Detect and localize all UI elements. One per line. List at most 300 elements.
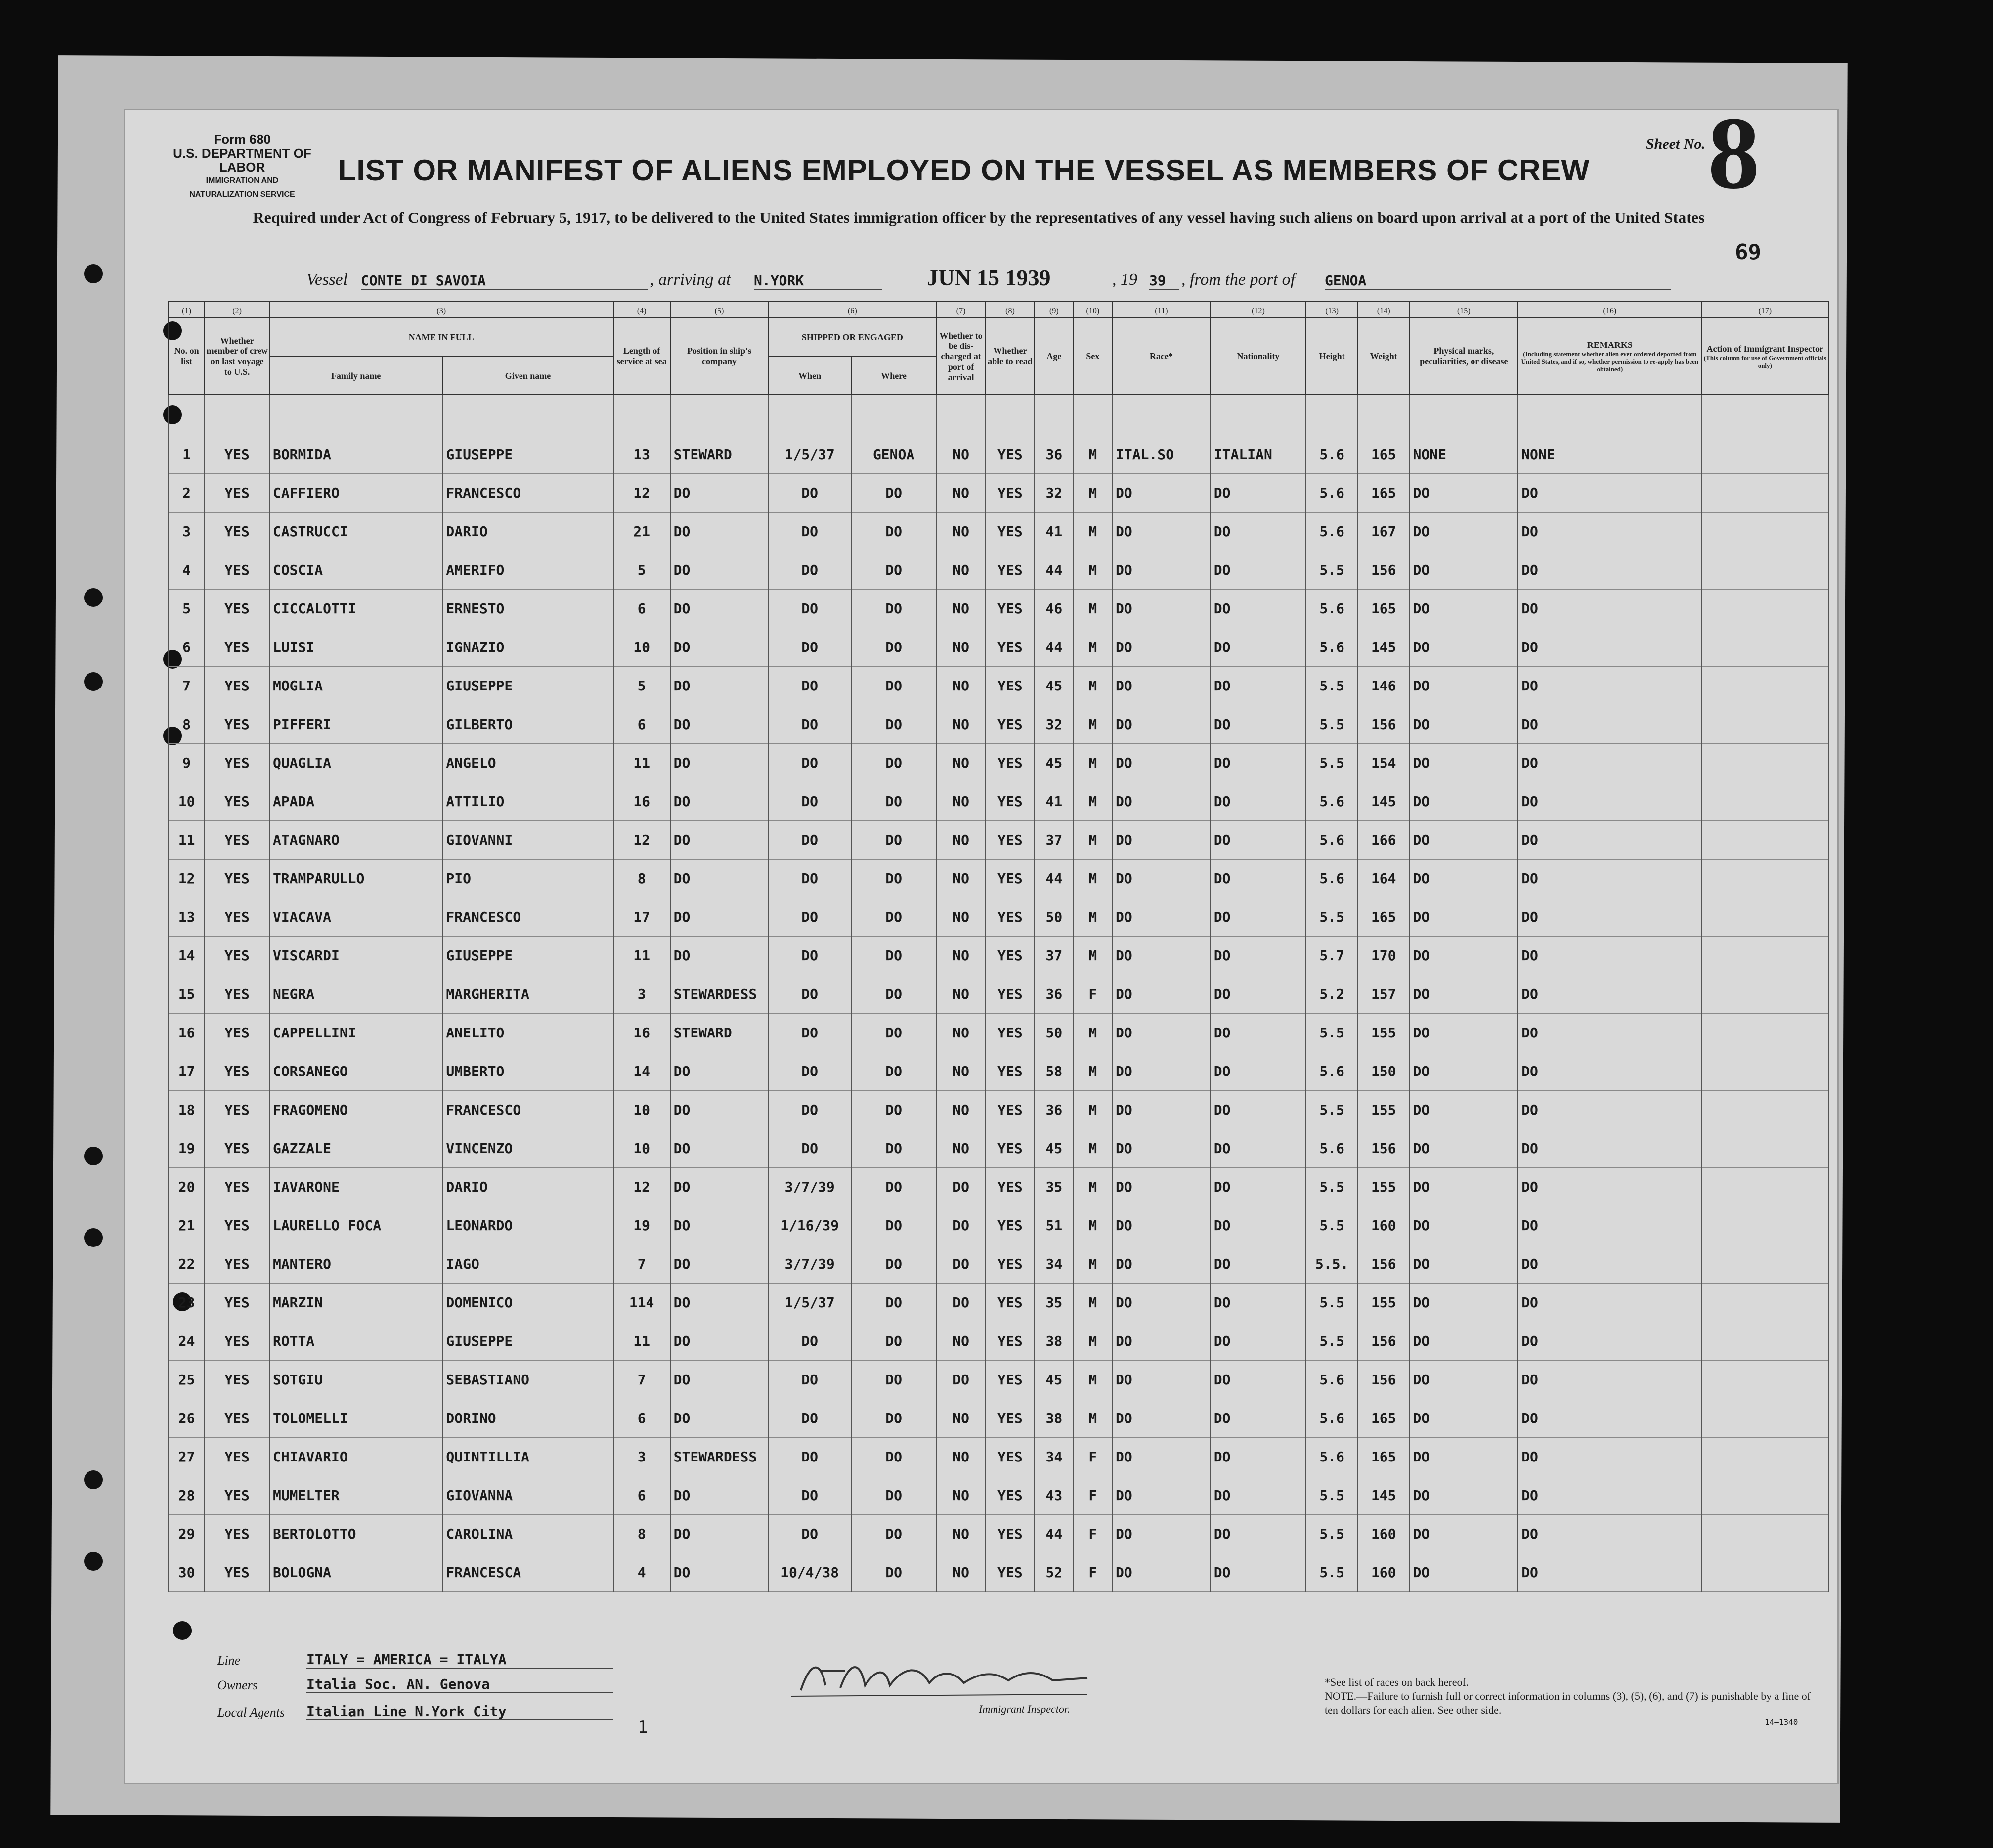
table-row bbox=[169, 513, 1828, 551]
nationality: DO bbox=[1211, 705, 1306, 744]
discharged: NO bbox=[936, 1553, 985, 1592]
discharged: DO bbox=[936, 1206, 985, 1245]
ship-position: DO bbox=[670, 1553, 769, 1592]
discharged: DO bbox=[936, 1245, 985, 1284]
inspector-action bbox=[1702, 1476, 1828, 1515]
race: DO bbox=[1112, 1553, 1211, 1592]
remarks: DO bbox=[1518, 551, 1701, 590]
last-voyage: YES bbox=[205, 1515, 269, 1553]
from-port-label: , from the port of bbox=[1181, 270, 1296, 289]
given-name: CAROLINA bbox=[442, 1515, 613, 1553]
age: 50 bbox=[1035, 1014, 1073, 1052]
able-to-read: YES bbox=[986, 937, 1035, 975]
inspector-action bbox=[1702, 744, 1828, 782]
arrival-date-stamp: JUN 15 1939 bbox=[927, 265, 1051, 290]
inspector-action bbox=[1702, 474, 1828, 513]
able-to-read: YES bbox=[986, 1129, 1035, 1168]
vessel-label: Vessel bbox=[306, 270, 348, 289]
age: 34 bbox=[1035, 1438, 1073, 1476]
given-name: VINCENZO bbox=[442, 1129, 613, 1168]
last-voyage: YES bbox=[205, 1284, 269, 1322]
age: 34 bbox=[1035, 1245, 1073, 1284]
weight: 160 bbox=[1358, 1206, 1410, 1245]
remarks: DO bbox=[1518, 705, 1701, 744]
weight: 167 bbox=[1358, 513, 1410, 551]
height: 5.6 bbox=[1306, 590, 1358, 628]
physical-marks: DO bbox=[1410, 1245, 1518, 1284]
row-number: 25 bbox=[169, 1361, 205, 1399]
physical-marks: DO bbox=[1410, 1438, 1518, 1476]
header-able-to-read: Whether able to read bbox=[986, 318, 1035, 395]
col-number: (1) bbox=[169, 302, 205, 318]
remarks: DO bbox=[1518, 590, 1701, 628]
stray-mark: 1 bbox=[638, 1718, 648, 1737]
family-name: TOLOMELLI bbox=[269, 1399, 442, 1438]
shipped-when: DO bbox=[768, 513, 851, 551]
table-row bbox=[169, 1245, 1828, 1284]
physical-marks: DO bbox=[1410, 821, 1518, 860]
col-number: (13) bbox=[1306, 302, 1358, 318]
family-name: CICCALOTTI bbox=[269, 590, 442, 628]
header-remarks bbox=[1518, 318, 1701, 395]
weight: 160 bbox=[1358, 1553, 1410, 1592]
physical-marks: DO bbox=[1410, 1091, 1518, 1129]
binder-hole-icon bbox=[84, 588, 103, 607]
header-action bbox=[1702, 318, 1828, 395]
table-row bbox=[169, 628, 1828, 667]
remarks: DO bbox=[1518, 1438, 1701, 1476]
shipped-where: DO bbox=[851, 1168, 937, 1206]
service-length: 10 bbox=[613, 1091, 670, 1129]
row-number: 18 bbox=[169, 1091, 205, 1129]
discharged: NO bbox=[936, 975, 985, 1014]
age: 46 bbox=[1035, 590, 1073, 628]
height: 5.5 bbox=[1306, 898, 1358, 937]
family-name: CAPPELLINI bbox=[269, 1014, 442, 1052]
sex: M bbox=[1074, 821, 1112, 860]
remarks-heading: REMARKS bbox=[1587, 340, 1633, 350]
table-row bbox=[169, 1052, 1828, 1091]
weight: 170 bbox=[1358, 937, 1410, 975]
given-name: SEBASTIANO bbox=[442, 1361, 613, 1399]
discharged: NO bbox=[936, 1091, 985, 1129]
service-length: 12 bbox=[613, 1168, 670, 1206]
sex: M bbox=[1074, 1129, 1112, 1168]
height: 5.5 bbox=[1306, 1284, 1358, 1322]
shipped-when: DO bbox=[768, 1129, 851, 1168]
shipped-when: DO bbox=[768, 937, 851, 975]
sex: M bbox=[1074, 474, 1112, 513]
given-name: FRANCESCO bbox=[442, 898, 613, 937]
age: 38 bbox=[1035, 1322, 1073, 1361]
inspector-action bbox=[1702, 1553, 1828, 1592]
physical-marks: DO bbox=[1410, 782, 1518, 821]
weight: 150 bbox=[1358, 1052, 1410, 1091]
shipped-where: DO bbox=[851, 860, 937, 898]
given-name: FRANCESCO bbox=[442, 474, 613, 513]
race: DO bbox=[1112, 474, 1211, 513]
weight: 156 bbox=[1358, 1245, 1410, 1284]
race: DO bbox=[1112, 744, 1211, 782]
shipped-when: DO bbox=[768, 1014, 851, 1052]
discharged: NO bbox=[936, 1476, 985, 1515]
page-title: LIST OR MANIFEST OF ALIENS EMPLOYED ON THE VESSEL AS MEMBERS OF CREW bbox=[338, 154, 1590, 187]
given-name: GIUSEPPE bbox=[442, 667, 613, 705]
agents-value: Italian Line N.York City bbox=[306, 1703, 613, 1720]
col-number: (6) bbox=[768, 302, 936, 318]
discharged: NO bbox=[936, 1322, 985, 1361]
sex: M bbox=[1074, 551, 1112, 590]
nationality: DO bbox=[1211, 1361, 1306, 1399]
shipped-when: DO bbox=[768, 667, 851, 705]
inspector-action bbox=[1702, 590, 1828, 628]
ship-position: DO bbox=[670, 1476, 769, 1515]
weight: 155 bbox=[1358, 1168, 1410, 1206]
discharged: NO bbox=[936, 1129, 985, 1168]
row-number: 20 bbox=[169, 1168, 205, 1206]
ship-position: DO bbox=[670, 590, 769, 628]
family-name: BERTOLOTTO bbox=[269, 1515, 442, 1553]
col-number: (17) bbox=[1702, 302, 1828, 318]
inspector-action bbox=[1702, 1399, 1828, 1438]
physical-marks: DO bbox=[1410, 474, 1518, 513]
age: 38 bbox=[1035, 1399, 1073, 1438]
table-row bbox=[169, 1091, 1828, 1129]
form-code: 14—1340 bbox=[1765, 1718, 1798, 1727]
remarks: DO bbox=[1518, 1052, 1701, 1091]
discharged: NO bbox=[936, 667, 985, 705]
shipped-when: DO bbox=[768, 744, 851, 782]
service-length: 14 bbox=[613, 1052, 670, 1091]
remarks: DO bbox=[1518, 1553, 1701, 1592]
weight: 165 bbox=[1358, 898, 1410, 937]
shipped-when: DO bbox=[768, 551, 851, 590]
header-family-name: Family name bbox=[269, 356, 442, 395]
page-number: 69 bbox=[1735, 240, 1761, 265]
given-name: MARGHERITA bbox=[442, 975, 613, 1014]
shipped-where: DO bbox=[851, 705, 937, 744]
col-number: (14) bbox=[1358, 302, 1410, 318]
shipped-when: DO bbox=[768, 898, 851, 937]
table-row bbox=[169, 1284, 1828, 1322]
height: 5.6 bbox=[1306, 435, 1358, 474]
ship-position: DO bbox=[670, 1322, 769, 1361]
able-to-read: YES bbox=[986, 1284, 1035, 1322]
shipped-where: DO bbox=[851, 1553, 937, 1592]
last-voyage: YES bbox=[205, 1168, 269, 1206]
last-voyage: YES bbox=[205, 1052, 269, 1091]
service-length: 11 bbox=[613, 744, 670, 782]
table-row bbox=[169, 898, 1828, 937]
family-name: VISCARDI bbox=[269, 937, 442, 975]
able-to-read: YES bbox=[986, 551, 1035, 590]
family-name: LAURELLO FOCA bbox=[269, 1206, 442, 1245]
shipped-when: DO bbox=[768, 782, 851, 821]
physical-marks: DO bbox=[1410, 628, 1518, 667]
physical-marks: DO bbox=[1410, 1284, 1518, 1322]
weight: 146 bbox=[1358, 667, 1410, 705]
remarks: NONE bbox=[1518, 435, 1701, 474]
last-voyage: YES bbox=[205, 551, 269, 590]
age: 36 bbox=[1035, 975, 1073, 1014]
remarks: DO bbox=[1518, 1168, 1701, 1206]
year-label: , 19 bbox=[1112, 270, 1137, 289]
shipped-where: DO bbox=[851, 782, 937, 821]
header-physical-marks: Physical marks, peculiarities, or disease bbox=[1410, 318, 1518, 395]
age: 45 bbox=[1035, 744, 1073, 782]
sex: M bbox=[1074, 1014, 1112, 1052]
last-voyage: YES bbox=[205, 937, 269, 975]
page-subtitle: Required under Act of Congress of February 5, 1917, to be delivered to the United States immigration officer by the representatives of any vessel having such aliens on board upon arrival at a port of the United States bbox=[253, 209, 1705, 226]
race: DO bbox=[1112, 1168, 1211, 1206]
able-to-read: YES bbox=[986, 744, 1035, 782]
binder-hole-icon bbox=[84, 1147, 103, 1165]
service-length: 5 bbox=[613, 667, 670, 705]
given-name: DARIO bbox=[442, 1168, 613, 1206]
shipped-where: DO bbox=[851, 1245, 937, 1284]
last-voyage: YES bbox=[205, 590, 269, 628]
weight: 156 bbox=[1358, 705, 1410, 744]
discharged: NO bbox=[936, 1438, 985, 1476]
family-name: VIACAVA bbox=[269, 898, 442, 937]
inspector-action bbox=[1702, 1322, 1828, 1361]
physical-marks: DO bbox=[1410, 590, 1518, 628]
discharged: NO bbox=[936, 628, 985, 667]
physical-marks: DO bbox=[1410, 1361, 1518, 1399]
able-to-read: YES bbox=[986, 1515, 1035, 1553]
remarks: DO bbox=[1518, 975, 1701, 1014]
last-voyage: YES bbox=[205, 667, 269, 705]
nationality: DO bbox=[1211, 1284, 1306, 1322]
sex: F bbox=[1074, 1438, 1112, 1476]
sex: M bbox=[1074, 937, 1112, 975]
ship-position: DO bbox=[670, 860, 769, 898]
inspector-action bbox=[1702, 628, 1828, 667]
physical-marks: DO bbox=[1410, 1476, 1518, 1515]
race: DO bbox=[1112, 975, 1211, 1014]
header-shipped-engaged: SHIPPED OR ENGAGED bbox=[768, 318, 936, 356]
race: DO bbox=[1112, 1476, 1211, 1515]
department-name: U.S. DEPARTMENT OF LABOR bbox=[173, 146, 311, 174]
sex: M bbox=[1074, 435, 1112, 474]
header-height: Height bbox=[1306, 318, 1358, 395]
discharged: DO bbox=[936, 1284, 985, 1322]
row-number: 2 bbox=[169, 474, 205, 513]
able-to-read: YES bbox=[986, 1014, 1035, 1052]
table-row bbox=[169, 705, 1828, 744]
family-name: PIFFERI bbox=[269, 705, 442, 744]
weight: 166 bbox=[1358, 821, 1410, 860]
nationality: DO bbox=[1211, 628, 1306, 667]
height: 5.6 bbox=[1306, 628, 1358, 667]
row-number: 30 bbox=[169, 1553, 205, 1592]
service-length: 7 bbox=[613, 1361, 670, 1399]
inspector-action bbox=[1702, 1129, 1828, 1168]
header-no-on-list: No. on list bbox=[169, 318, 205, 395]
row-number: 23 bbox=[169, 1284, 205, 1322]
ship-position: DO bbox=[670, 1361, 769, 1399]
discharged: NO bbox=[936, 551, 985, 590]
header-where: Where bbox=[851, 356, 937, 395]
inspector-action bbox=[1702, 1206, 1828, 1245]
nationality: DO bbox=[1211, 1245, 1306, 1284]
age: 44 bbox=[1035, 860, 1073, 898]
ship-position: STEWARD bbox=[670, 435, 769, 474]
line-label: Line bbox=[217, 1653, 241, 1668]
sex: M bbox=[1074, 1052, 1112, 1091]
nationality: DO bbox=[1211, 667, 1306, 705]
col-number: (3) bbox=[269, 302, 613, 318]
row-number: 14 bbox=[169, 937, 205, 975]
sex: M bbox=[1074, 782, 1112, 821]
inspector-action bbox=[1702, 1245, 1828, 1284]
last-voyage: YES bbox=[205, 435, 269, 474]
remarks: DO bbox=[1518, 1399, 1701, 1438]
sex: M bbox=[1074, 1399, 1112, 1438]
weight: 165 bbox=[1358, 1399, 1410, 1438]
table-row bbox=[169, 975, 1828, 1014]
nationality: DO bbox=[1211, 1052, 1306, 1091]
able-to-read: YES bbox=[986, 474, 1035, 513]
weight: 155 bbox=[1358, 1091, 1410, 1129]
sex: F bbox=[1074, 975, 1112, 1014]
blank-row bbox=[169, 395, 1828, 435]
shipped-where: DO bbox=[851, 551, 937, 590]
able-to-read: YES bbox=[986, 1438, 1035, 1476]
race: DO bbox=[1112, 1206, 1211, 1245]
inspector-label: Immigrant Inspector. bbox=[979, 1703, 1070, 1715]
col-number: (15) bbox=[1410, 302, 1518, 318]
family-name: CASTRUCCI bbox=[269, 513, 442, 551]
weight: 156 bbox=[1358, 1322, 1410, 1361]
sex: F bbox=[1074, 1553, 1112, 1592]
inspector-action bbox=[1702, 898, 1828, 937]
row-number: 13 bbox=[169, 898, 205, 937]
shipped-where: DO bbox=[851, 628, 937, 667]
shipped-when: 1/5/37 bbox=[768, 1284, 851, 1322]
inspector-action bbox=[1702, 551, 1828, 590]
physical-marks: DO bbox=[1410, 551, 1518, 590]
inspector-action bbox=[1702, 1361, 1828, 1399]
service-length: 12 bbox=[613, 474, 670, 513]
row-number: 17 bbox=[169, 1052, 205, 1091]
physical-marks: DO bbox=[1410, 1515, 1518, 1553]
physical-marks: DO bbox=[1410, 1206, 1518, 1245]
physical-marks: DO bbox=[1410, 1129, 1518, 1168]
nationality: DO bbox=[1211, 590, 1306, 628]
able-to-read: YES bbox=[986, 782, 1035, 821]
nationality: DO bbox=[1211, 1168, 1306, 1206]
col-number: (4) bbox=[613, 302, 670, 318]
inspector-action bbox=[1702, 975, 1828, 1014]
able-to-read: YES bbox=[986, 975, 1035, 1014]
height: 5.6 bbox=[1306, 1438, 1358, 1476]
weight: 155 bbox=[1358, 1284, 1410, 1322]
row-number: 8 bbox=[169, 705, 205, 744]
shipped-when: DO bbox=[768, 860, 851, 898]
given-name: GIUSEPPE bbox=[442, 435, 613, 474]
remarks: DO bbox=[1518, 860, 1701, 898]
service-length: 5 bbox=[613, 551, 670, 590]
header-sex: Sex bbox=[1074, 318, 1112, 395]
race: DO bbox=[1112, 1438, 1211, 1476]
service-length: 3 bbox=[613, 975, 670, 1014]
discharged: NO bbox=[936, 821, 985, 860]
race: DO bbox=[1112, 898, 1211, 937]
table-row bbox=[169, 1168, 1828, 1206]
remarks: DO bbox=[1518, 744, 1701, 782]
height: 5.5 bbox=[1306, 1014, 1358, 1052]
height: 5.5 bbox=[1306, 1322, 1358, 1361]
age: 35 bbox=[1035, 1284, 1073, 1322]
service-length: 8 bbox=[613, 1515, 670, 1553]
family-name: QUAGLIA bbox=[269, 744, 442, 782]
inspector-action bbox=[1702, 1052, 1828, 1091]
col-number: (8) bbox=[986, 302, 1035, 318]
row-number: 29 bbox=[169, 1515, 205, 1553]
shipped-where: DO bbox=[851, 1361, 937, 1399]
shipped-when: DO bbox=[768, 474, 851, 513]
sex: F bbox=[1074, 1515, 1112, 1553]
age: 45 bbox=[1035, 1129, 1073, 1168]
last-voyage: YES bbox=[205, 860, 269, 898]
shipped-where: DO bbox=[851, 1438, 937, 1476]
race: DO bbox=[1112, 590, 1211, 628]
table-row bbox=[169, 1322, 1828, 1361]
table-row bbox=[169, 1399, 1828, 1438]
shipped-where: GENOA bbox=[851, 435, 937, 474]
service-length: 4 bbox=[613, 1553, 670, 1592]
inspector-action bbox=[1702, 782, 1828, 821]
given-name: UMBERTO bbox=[442, 1052, 613, 1091]
able-to-read: YES bbox=[986, 1245, 1035, 1284]
table-row bbox=[169, 1476, 1828, 1515]
height: 5.6 bbox=[1306, 513, 1358, 551]
age: 58 bbox=[1035, 1052, 1073, 1091]
sex: M bbox=[1074, 590, 1112, 628]
sex: M bbox=[1074, 1245, 1112, 1284]
service-length: 21 bbox=[613, 513, 670, 551]
race: DO bbox=[1112, 667, 1211, 705]
age: 44 bbox=[1035, 628, 1073, 667]
race: DO bbox=[1112, 628, 1211, 667]
race: DO bbox=[1112, 1245, 1211, 1284]
physical-marks: DO bbox=[1410, 667, 1518, 705]
nationality: DO bbox=[1211, 1091, 1306, 1129]
remarks: DO bbox=[1518, 782, 1701, 821]
able-to-read: YES bbox=[986, 590, 1035, 628]
shipped-when: DO bbox=[768, 1515, 851, 1553]
physical-marks: DO bbox=[1410, 1399, 1518, 1438]
shipped-where: DO bbox=[851, 1014, 937, 1052]
row-number: 1 bbox=[169, 435, 205, 474]
last-voyage: YES bbox=[205, 1091, 269, 1129]
given-name: FRANCESCO bbox=[442, 1091, 613, 1129]
height: 5.5 bbox=[1306, 1553, 1358, 1592]
remarks: DO bbox=[1518, 1515, 1701, 1553]
weight: 156 bbox=[1358, 1129, 1410, 1168]
remarks: DO bbox=[1518, 1284, 1701, 1322]
shipped-where: DO bbox=[851, 1091, 937, 1129]
discharged: NO bbox=[936, 474, 985, 513]
shipped-where: DO bbox=[851, 513, 937, 551]
row-number: 21 bbox=[169, 1206, 205, 1245]
shipped-when: 1/16/39 bbox=[768, 1206, 851, 1245]
shipped-where: DO bbox=[851, 474, 937, 513]
table-row bbox=[169, 474, 1828, 513]
race: DO bbox=[1112, 1515, 1211, 1553]
penalty-note: NOTE.—Failure to furnish full or correct information in columns (3), (5), (6), and (7) is punishable by a fine of ten dollars for each alien. See other side. bbox=[1325, 1690, 1811, 1716]
